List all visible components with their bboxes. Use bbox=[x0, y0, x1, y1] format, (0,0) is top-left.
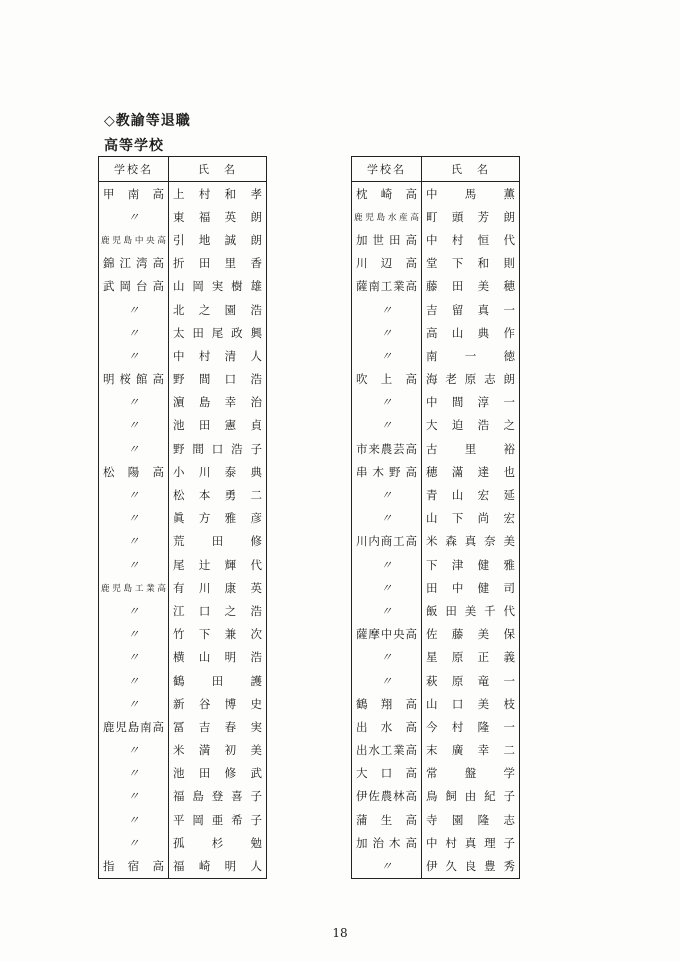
name-cell: 青山宏延 bbox=[426, 488, 515, 503]
table-row bbox=[99, 623, 267, 646]
school-cell: 加治木高 bbox=[352, 831, 422, 854]
table-row bbox=[352, 576, 520, 599]
table-row bbox=[99, 507, 267, 530]
page-number: 18 bbox=[332, 926, 348, 940]
school-cell: 鹿児島南高 bbox=[99, 715, 169, 738]
name-cell: 山岡実樹雄 bbox=[173, 279, 262, 294]
school-cell: 〃 bbox=[352, 669, 422, 692]
left-roster-body bbox=[99, 182, 267, 879]
school-cell: 大口高 bbox=[352, 762, 422, 785]
school-cell: 〃 bbox=[352, 483, 422, 506]
school-cell: 指宿高 bbox=[99, 854, 169, 878]
table-row bbox=[99, 437, 267, 460]
school-cell: 薩南工業高 bbox=[352, 275, 422, 298]
right-roster-table bbox=[351, 156, 520, 879]
school-cell: 蒲生高 bbox=[352, 808, 422, 831]
school-cell: 薩摩中央高 bbox=[352, 623, 422, 646]
school-cell: 〃 bbox=[99, 785, 169, 808]
name-cell: 松本勇二 bbox=[173, 488, 262, 503]
name-cell: 野間口浩 bbox=[173, 372, 262, 387]
school-cell: 〃 bbox=[352, 599, 422, 622]
table-row bbox=[99, 182, 267, 206]
school-header: 学校名 bbox=[352, 157, 422, 182]
table-row bbox=[352, 762, 520, 785]
table-row bbox=[99, 646, 267, 669]
table-row bbox=[99, 368, 267, 391]
table-row bbox=[99, 576, 267, 599]
table-row bbox=[352, 715, 520, 738]
table-row bbox=[99, 715, 267, 738]
school-cell: 〃 bbox=[352, 344, 422, 367]
name-cell: 田中健司 bbox=[426, 580, 515, 595]
sub-title: 高等学校 bbox=[104, 138, 164, 154]
name-cell: 眞方雅彦 bbox=[173, 511, 262, 526]
table-row bbox=[352, 831, 520, 854]
school-cell: 松陽高 bbox=[99, 460, 169, 483]
school-cell: 〃 bbox=[99, 831, 169, 854]
school-cell: 〃 bbox=[99, 739, 169, 762]
table-row bbox=[99, 854, 267, 878]
table-row bbox=[352, 553, 520, 576]
school-cell: 〃 bbox=[99, 692, 169, 715]
school-cell: 〃 bbox=[99, 669, 169, 692]
name-cell: 鳥飼由紀子 bbox=[426, 789, 515, 804]
name-cell: 星原正義 bbox=[426, 650, 515, 665]
name-cell: 古里裕 bbox=[426, 441, 515, 456]
name-cell: 鶴田護 bbox=[173, 673, 262, 688]
school-cell: 〃 bbox=[99, 530, 169, 553]
table-row bbox=[99, 692, 267, 715]
school-cell: 鹿児島中央高 bbox=[99, 228, 169, 251]
school-cell: 〃 bbox=[99, 483, 169, 506]
school-header: 学校名 bbox=[99, 157, 169, 182]
name-cell: 山下尚宏 bbox=[426, 511, 515, 526]
name-cell: 中村恒代 bbox=[426, 232, 515, 247]
table-row bbox=[352, 785, 520, 808]
table-row bbox=[352, 437, 520, 460]
table-row bbox=[99, 483, 267, 506]
table-row bbox=[352, 252, 520, 275]
school-cell: 〃 bbox=[352, 414, 422, 437]
table-row bbox=[352, 692, 520, 715]
name-cell: 下津健雅 bbox=[426, 557, 515, 572]
table-row bbox=[99, 669, 267, 692]
school-cell: 加世田高 bbox=[352, 228, 422, 251]
table-row bbox=[99, 599, 267, 622]
name-cell: 新谷博史 bbox=[173, 696, 262, 711]
name-cell: 荒田修 bbox=[173, 534, 262, 549]
school-cell: 〃 bbox=[99, 414, 169, 437]
table-row bbox=[99, 762, 267, 785]
header-row bbox=[99, 157, 267, 182]
name-cell: 吉留真一 bbox=[426, 302, 515, 317]
header-row bbox=[352, 157, 520, 182]
name-cell: 大迫浩之 bbox=[426, 418, 515, 433]
table-row bbox=[99, 414, 267, 437]
school-cell: 〃 bbox=[99, 646, 169, 669]
name-cell: 竹下兼次 bbox=[173, 627, 262, 642]
school-cell: 〃 bbox=[99, 321, 169, 344]
school-cell: 武岡台高 bbox=[99, 275, 169, 298]
school-cell: 市来農芸高 bbox=[352, 437, 422, 460]
table-row bbox=[352, 205, 520, 228]
table-row bbox=[352, 854, 520, 878]
name-cell: 尾辻輝代 bbox=[173, 557, 262, 572]
name-cell: 中村清人 bbox=[173, 348, 262, 363]
name-cell: 江口之浩 bbox=[173, 603, 262, 618]
left-roster-table bbox=[98, 156, 267, 879]
name-cell: 上村和孝 bbox=[173, 186, 262, 201]
school-cell: 〃 bbox=[99, 298, 169, 321]
name-cell: 佐藤美保 bbox=[426, 627, 515, 642]
school-cell: 〃 bbox=[352, 854, 422, 878]
name-cell: 東福英朗 bbox=[173, 209, 262, 224]
school-cell: 〃 bbox=[352, 507, 422, 530]
school-cell: 川内商工高 bbox=[352, 530, 422, 553]
table-row bbox=[99, 252, 267, 275]
school-cell: 川辺高 bbox=[352, 252, 422, 275]
name-cell: 萩原竜一 bbox=[426, 673, 515, 688]
school-cell: 伊佐農林高 bbox=[352, 785, 422, 808]
school-cell: 錦江湾高 bbox=[99, 252, 169, 275]
name-cell: 平岡亜希子 bbox=[173, 812, 262, 827]
name-header: 氏 名 bbox=[169, 157, 267, 182]
school-cell: 吹上高 bbox=[352, 368, 422, 391]
name-cell: 福崎明人 bbox=[173, 859, 262, 874]
school-cell: 〃 bbox=[99, 623, 169, 646]
table-row bbox=[99, 344, 267, 367]
table-row bbox=[352, 228, 520, 251]
name-cell: 横山明浩 bbox=[173, 650, 262, 665]
name-cell: 中村真理子 bbox=[426, 835, 515, 850]
school-cell: 鶴翔高 bbox=[352, 692, 422, 715]
name-cell: 常盤学 bbox=[426, 766, 515, 781]
name-cell: 米森真奈美 bbox=[426, 534, 515, 549]
name-cell: 濵島幸治 bbox=[173, 395, 262, 410]
school-cell: 〃 bbox=[352, 391, 422, 414]
school-cell: 〃 bbox=[99, 344, 169, 367]
name-cell: 伊久良豊秀 bbox=[426, 859, 515, 874]
name-cell: 米満初美 bbox=[173, 743, 262, 758]
table-row bbox=[352, 414, 520, 437]
name-cell: 冨吉春実 bbox=[173, 719, 262, 734]
name-cell: 寺園隆志 bbox=[426, 812, 515, 827]
name-cell: 堂下和則 bbox=[426, 256, 515, 271]
name-cell: 海老原志朗 bbox=[426, 372, 515, 387]
table-row bbox=[352, 391, 520, 414]
school-cell: 甲南高 bbox=[99, 182, 169, 206]
name-header: 氏 名 bbox=[422, 157, 520, 182]
name-cell: 中馬薫 bbox=[426, 186, 515, 201]
name-cell: 末廣幸二 bbox=[426, 743, 515, 758]
school-cell: 〃 bbox=[352, 321, 422, 344]
school-cell: 〃 bbox=[99, 437, 169, 460]
school-cell: 〃 bbox=[352, 553, 422, 576]
name-cell: 福島登喜子 bbox=[173, 789, 262, 804]
name-cell: 町頭芳朗 bbox=[426, 209, 515, 224]
table-row bbox=[99, 460, 267, 483]
section-title: ◇教諭等退職 bbox=[104, 113, 191, 129]
table-row bbox=[99, 298, 267, 321]
table-row bbox=[352, 298, 520, 321]
name-cell: 南一徳 bbox=[426, 348, 515, 363]
name-cell: 穂滿達也 bbox=[426, 464, 515, 479]
name-cell: 池田憲貞 bbox=[173, 418, 262, 433]
school-cell: 〃 bbox=[99, 553, 169, 576]
school-cell: 出水高 bbox=[352, 715, 422, 738]
school-cell: 〃 bbox=[99, 391, 169, 414]
name-cell: 太田尾政興 bbox=[173, 325, 262, 340]
table-row bbox=[99, 553, 267, 576]
table-row bbox=[352, 344, 520, 367]
name-cell: 池田修武 bbox=[173, 766, 262, 781]
name-cell: 飯田美千代 bbox=[426, 603, 515, 618]
school-cell: 〃 bbox=[352, 298, 422, 321]
school-cell: 〃 bbox=[99, 808, 169, 831]
school-cell: 串木野高 bbox=[352, 460, 422, 483]
table-row bbox=[352, 460, 520, 483]
table-row bbox=[352, 808, 520, 831]
table-row bbox=[99, 530, 267, 553]
school-cell: 〃 bbox=[352, 576, 422, 599]
school-cell: 〃 bbox=[99, 599, 169, 622]
school-cell: 出水工業高 bbox=[352, 739, 422, 762]
school-cell: 鹿児島水産高 bbox=[352, 205, 422, 228]
name-cell: 孤杉勉 bbox=[173, 835, 262, 850]
table-row bbox=[352, 623, 520, 646]
name-cell: 引地誠朗 bbox=[173, 232, 262, 247]
name-cell: 北之園浩 bbox=[173, 302, 262, 317]
table-row bbox=[352, 507, 520, 530]
table-row bbox=[99, 739, 267, 762]
school-cell: 〃 bbox=[99, 205, 169, 228]
name-cell: 野間口浩子 bbox=[173, 441, 262, 456]
table-row bbox=[99, 785, 267, 808]
table-row bbox=[352, 321, 520, 344]
table-row bbox=[99, 831, 267, 854]
school-cell: 鹿児島工業高 bbox=[99, 576, 169, 599]
school-cell: 明桜館高 bbox=[99, 368, 169, 391]
school-cell: 〃 bbox=[99, 507, 169, 530]
table-row bbox=[99, 321, 267, 344]
name-cell: 藤田美穂 bbox=[426, 279, 515, 294]
table-row bbox=[352, 669, 520, 692]
name-cell: 高山典作 bbox=[426, 325, 515, 340]
table-row bbox=[352, 483, 520, 506]
table-row bbox=[99, 275, 267, 298]
table-row bbox=[352, 599, 520, 622]
table-row bbox=[99, 228, 267, 251]
table-row bbox=[99, 808, 267, 831]
table-row bbox=[352, 646, 520, 669]
name-cell: 山口美枝 bbox=[426, 696, 515, 711]
table-row bbox=[352, 368, 520, 391]
name-cell: 有川康英 bbox=[173, 580, 262, 595]
school-cell: 〃 bbox=[352, 646, 422, 669]
table-row bbox=[99, 205, 267, 228]
table-row bbox=[352, 182, 520, 206]
table-row bbox=[352, 275, 520, 298]
table-row bbox=[352, 530, 520, 553]
name-cell: 中間淳一 bbox=[426, 395, 515, 410]
name-cell: 折田里香 bbox=[173, 256, 262, 271]
right-roster-body bbox=[352, 182, 520, 879]
school-cell: 枕崎高 bbox=[352, 182, 422, 206]
name-cell: 小川泰典 bbox=[173, 464, 262, 479]
name-cell: 今村隆一 bbox=[426, 719, 515, 734]
school-cell: 〃 bbox=[99, 762, 169, 785]
table-row bbox=[99, 391, 267, 414]
table-row bbox=[352, 739, 520, 762]
